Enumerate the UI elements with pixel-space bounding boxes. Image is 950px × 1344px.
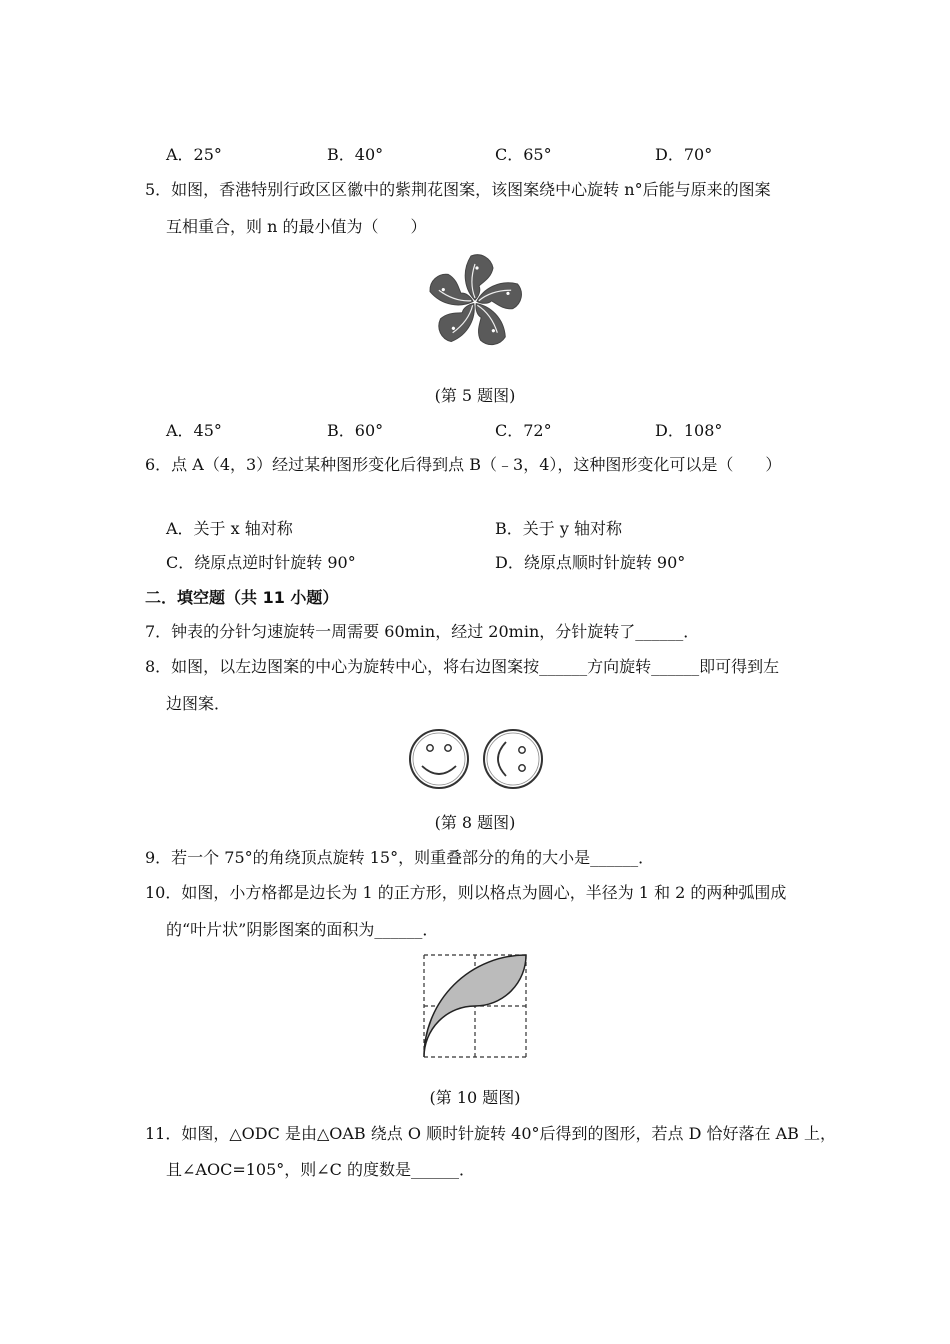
q6-option-a: A．关于 x 轴对称 xyxy=(166,519,293,538)
q4-option-c: C．65° xyxy=(495,145,552,164)
q5-line2: 互相重合，则 n 的最小值为（ ） xyxy=(166,217,427,236)
q9-line: 9．若一个 75°的角绕顶点旋转 15°，则重叠部分的角的大小是______． xyxy=(145,848,655,867)
q5-option-d: D．108° xyxy=(655,421,723,440)
smiley-face-left xyxy=(410,730,468,788)
section-fill-in-blank-heading: 二．填空题（共 11 小题） xyxy=(145,588,339,607)
q5-option-a: A．45° xyxy=(166,421,222,440)
q8-caption: (第 8 题图) xyxy=(434,813,516,832)
q11-line1: 11．如图，△ODC 是由△OAB 绕点 O 顺时针旋转 40°后得到的图形，若点 D 恰好落在 AB 上， xyxy=(145,1124,836,1143)
smiley-faces-figure xyxy=(405,726,547,792)
q11-line2: 且∠AOC=105°，则∠C 的度数是______． xyxy=(166,1160,476,1179)
q8-line1: 8．如图，以左边图案的中心为旋转中心，将右边图案按______方向旋转______即可得到左 xyxy=(145,657,780,676)
q4-option-b: B．40° xyxy=(327,145,384,164)
q5-caption: (第 5 题图) xyxy=(434,386,516,405)
q6-line1: 6．点 A（4，3）经过某种图形变化后得到点 B（﹣3，4），这种图形变化可以是（ ） xyxy=(145,455,782,474)
q6-option-b: B．关于 y 轴对称 xyxy=(495,519,622,538)
q6-option-d: D．绕原点顺时针旋转 90° xyxy=(495,553,686,572)
q10-line2: 的“叶片状”阴影图案的面积为______． xyxy=(166,920,439,939)
q4-option-a: A．25° xyxy=(166,145,222,164)
q10-caption: (第 10 题图) xyxy=(429,1088,521,1107)
q8-line2: 边图案． xyxy=(166,694,231,713)
bauhinia-flower-figure xyxy=(423,250,527,354)
leaf-grid-figure xyxy=(420,951,530,1061)
q5-line1: 5．如图，香港特别行政区区徽中的紫荆花图案，该图案绕中心旋转 n°后能与原来的图案 xyxy=(145,180,771,199)
q5-option-c: C．72° xyxy=(495,421,552,440)
q7-line: 7．钟表的分针匀速旋转一周需要 60min，经过 20min，分针旋转了______． xyxy=(145,622,700,641)
q6-option-c: C．绕原点逆时针旋转 90° xyxy=(166,553,356,572)
q5-option-b: B．60° xyxy=(327,421,384,440)
smiley-face-right xyxy=(484,730,542,788)
q10-line1: 10．如图，小方格都是边长为 1 的正方形，则以格点为圆心，半径为 1 和 2 的两种弧围成 xyxy=(145,883,787,902)
q4-option-d: D．70° xyxy=(655,145,713,164)
